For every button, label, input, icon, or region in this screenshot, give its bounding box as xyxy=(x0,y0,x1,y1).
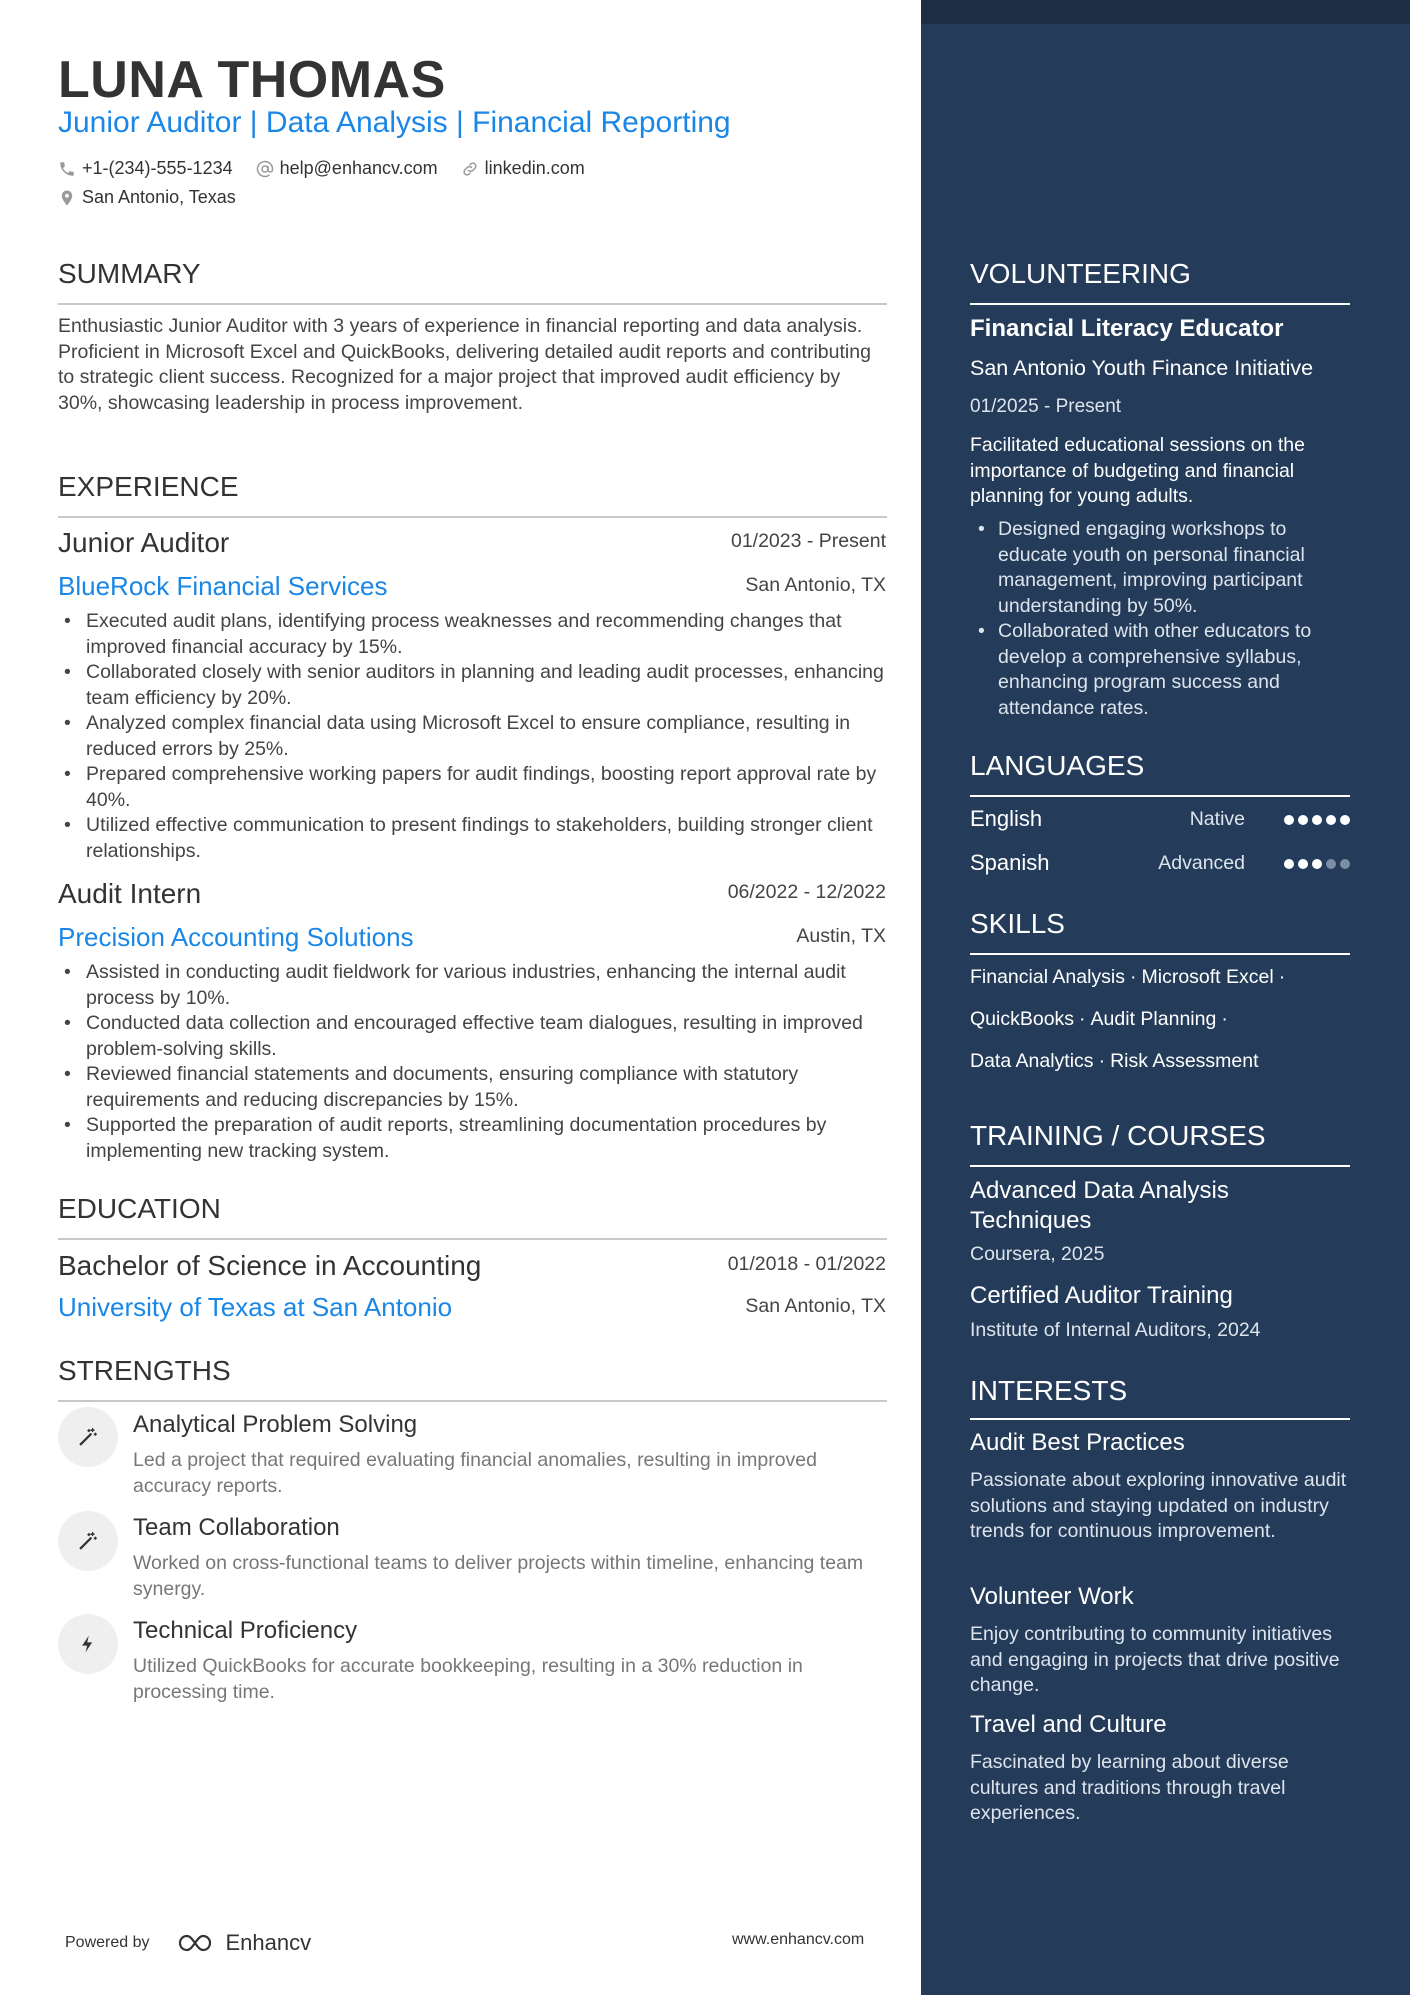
strength-icon-badge xyxy=(58,1614,118,1674)
language-rating-dots xyxy=(1280,859,1350,869)
sidebar-top-band xyxy=(921,0,1410,24)
contact-email[interactable] xyxy=(256,158,438,179)
list-item: • Utilized effective communication to present findings to stakeholders, building stronger client relationships. xyxy=(58,813,887,864)
skill-tag: Data Analytics xyxy=(970,1050,1094,1072)
rating-dot-filled xyxy=(1298,859,1308,869)
job-bullets xyxy=(58,609,887,864)
volunteer-dates: 01/2025 - Present xyxy=(970,396,1122,417)
sidebar xyxy=(921,0,1410,1995)
at-icon xyxy=(256,160,274,178)
education-heading: EDUCATION xyxy=(58,1193,221,1224)
job-location: Austin, TX xyxy=(796,925,886,947)
skill-separator: · xyxy=(1098,1050,1106,1072)
interest-desc: Fascinated by learning about diverse cultures and traditions through travel experiences. xyxy=(970,1751,1289,1824)
summary-heading: SUMMARY xyxy=(58,258,201,289)
volunteer-desc: Facilitated educational sessions on the importance of budgeting and financial planning for young adults. xyxy=(970,434,1305,507)
email-text: help@enhancv.com xyxy=(279,158,438,178)
footer-branding xyxy=(65,1930,311,1956)
headline: Junior Auditor | Data Analysis | Financial Reporting xyxy=(58,106,731,139)
rating-dot-filled xyxy=(1326,815,1336,825)
language-name: Spanish xyxy=(970,850,1050,875)
list-item: • Prepared comprehensive working papers for audit findings, boosting report approval rate by 40%. xyxy=(58,762,887,813)
list-item: • Designed engaging workshops to educate youth on personal financial management, improving participant understanding by 50%. xyxy=(970,517,1350,619)
link-icon xyxy=(461,160,479,178)
footer-website[interactable]: www.enhancv.com xyxy=(732,1931,865,1948)
job-bullets xyxy=(58,960,887,1164)
education-dates: 01/2018 - 01/2022 xyxy=(727,1253,886,1275)
list-item: • Collaborated closely with senior auditors in planning and leading audit processes, enhancing team efficiency by 20%. xyxy=(58,660,887,711)
interests-divider xyxy=(970,1418,1350,1420)
experience-divider xyxy=(58,516,887,518)
phone-icon xyxy=(58,160,76,178)
rating-dot-empty xyxy=(1326,859,1336,869)
enhancv-brand-text: Enhancv xyxy=(225,1930,312,1955)
interest-desc: Passionate about exploring innovative audit solutions and staying updated on industry trends for continuous improvement. xyxy=(970,1469,1347,1542)
strengths-divider xyxy=(58,1400,887,1402)
list-item: • Conducted data collection and encouraged effective team dialogues, resulting in improved problem-solving skills. xyxy=(58,1011,887,1062)
job-title: Audit Intern xyxy=(58,878,202,909)
skill-tag: QuickBooks xyxy=(970,1008,1075,1030)
list-item: • Supported the preparation of audit reports, streamlining documentation procedures by implementing new tracking system. xyxy=(58,1113,887,1164)
language-rating-dots xyxy=(1280,815,1350,825)
strength-desc: Utilized QuickBooks for accurate bookkeeping, resulting in a 30% reduction in processing time. xyxy=(133,1655,803,1703)
skills-heading: SKILLS xyxy=(970,908,1065,939)
strength-desc: Led a project that required evaluating financial anomalies, resulting in improved accuracy reports. xyxy=(133,1449,817,1497)
magic-wand-icon xyxy=(77,1426,99,1448)
list-item: • Analyzed complex financial data using Microsoft Excel to ensure compliance, resulting in reduced errors by 25%. xyxy=(58,711,887,762)
list-item: • Assisted in conducting audit fieldwork for various industries, enhancing the internal audit process by 10%. xyxy=(58,960,887,1011)
volunteering-heading: VOLUNTEERING xyxy=(970,258,1191,289)
language-level: Advanced xyxy=(1158,852,1245,874)
degree-title: Bachelor of Science in Accounting xyxy=(58,1250,482,1281)
skill-tag: Microsoft Excel xyxy=(1141,966,1274,988)
strength-title: Technical Proficiency xyxy=(133,1617,358,1644)
interest-name: Volunteer Work xyxy=(970,1583,1134,1610)
interests-heading: INTERESTS xyxy=(970,1375,1128,1406)
rating-dot-filled xyxy=(1284,815,1294,825)
enhancv-logo-icon xyxy=(176,1931,224,1955)
phone-text: +1-(234)-555-1234 xyxy=(82,158,233,178)
rating-dot-filled xyxy=(1340,815,1350,825)
contact-linkedin[interactable] xyxy=(461,158,585,179)
lightning-icon xyxy=(78,1634,98,1654)
languages-heading: LANGUAGES xyxy=(970,750,1145,781)
list-item: • Executed audit plans, identifying process weaknesses and recommending changes that improved financial accuracy by 15%. xyxy=(58,609,887,660)
strength-icon-badge xyxy=(58,1511,118,1571)
skill-tag: Financial Analysis xyxy=(970,966,1125,988)
strength-title: Analytical Problem Solving xyxy=(133,1411,418,1438)
interest-name: Travel and Culture xyxy=(970,1711,1167,1738)
language-name: English xyxy=(970,806,1043,831)
location-pin-icon xyxy=(58,189,76,207)
course-name: Certified Auditor Training xyxy=(970,1282,1233,1309)
rating-dot-filled xyxy=(1312,815,1322,825)
rating-dot-filled xyxy=(1298,815,1308,825)
education-divider xyxy=(58,1238,887,1240)
location-text: San Antonio, Texas xyxy=(82,187,236,207)
rating-dot-empty xyxy=(1340,859,1350,869)
languages-divider xyxy=(970,795,1350,797)
contact-info xyxy=(58,158,898,216)
volunteer-role: Financial Literacy Educator xyxy=(970,315,1284,342)
magic-wand-icon xyxy=(77,1530,99,1552)
rating-dot-filled xyxy=(1312,859,1322,869)
interest-desc: Enjoy contributing to community initiatives and engaging in projects that drive positive change. xyxy=(970,1623,1340,1696)
skill-separator: · xyxy=(1079,1008,1086,1030)
strength-title: Team Collaboration xyxy=(133,1514,340,1541)
volunteer-bullets xyxy=(970,517,1350,721)
interest-name: Audit Best Practices xyxy=(970,1429,1185,1456)
training-divider xyxy=(970,1165,1350,1167)
strengths-heading: STRENGTHS xyxy=(58,1355,231,1386)
company-name: Precision Accounting Solutions xyxy=(58,922,414,952)
experience-heading: EXPERIENCE xyxy=(58,471,239,502)
candidate-name: LUNA THOMAS xyxy=(58,51,446,109)
language-row xyxy=(970,806,1350,836)
linkedin-text: linkedin.com xyxy=(484,158,585,178)
skill-separator: · xyxy=(1130,966,1137,988)
list-item: • Collaborated with other educators to develop a comprehensive syllabus, enhancing program success and attendance rates. xyxy=(970,619,1350,721)
skills-divider xyxy=(970,953,1350,955)
skill-tag: Risk Assessment xyxy=(1110,1050,1259,1072)
contact-location xyxy=(58,187,236,208)
strength-desc: Worked on cross-functional teams to deliver projects within timeline, enhancing team synergy. xyxy=(133,1552,864,1600)
job-title: Junior Auditor xyxy=(58,527,230,558)
summary-text: Enthusiastic Junior Auditor with 3 years of experience in financial reporting and data analysis. Proficient in Microsoft Excel and QuickBooks, delivering detailed audit reports and contributing to strategic client success. Recognized for a major project that improved audit efficiency by 30%, showcasing leadership in process improvement. xyxy=(58,315,871,414)
contact-phone[interactable] xyxy=(58,158,233,179)
course-detail: Institute of Internal Auditors, 2024 xyxy=(970,1319,1261,1341)
list-item: • Reviewed financial statements and documents, ensuring compliance with statutory requirements and reducing discrepancies by 15%. xyxy=(58,1062,887,1113)
job-dates: 06/2022 - 12/2022 xyxy=(727,881,886,903)
rating-dot-filled xyxy=(1284,859,1294,869)
skill-tag: Audit Planning xyxy=(1090,1008,1217,1030)
school-name: University of Texas at San Antonio xyxy=(58,1292,453,1322)
powered-by-label: Powered by xyxy=(65,1934,150,1951)
skills-list xyxy=(970,956,1350,1082)
skill-separator: · xyxy=(1221,1008,1228,1030)
education-location: San Antonio, TX xyxy=(745,1295,886,1317)
language-row xyxy=(970,850,1350,880)
language-level: Native xyxy=(1189,808,1245,830)
job-location: San Antonio, TX xyxy=(745,574,886,596)
summary-divider xyxy=(58,303,887,305)
job-dates: 01/2023 - Present xyxy=(730,530,886,552)
training-heading: TRAINING / COURSES xyxy=(970,1120,1266,1151)
volunteering-divider xyxy=(970,303,1350,305)
volunteer-org: San Antonio Youth Finance Initiative xyxy=(970,356,1314,380)
course-detail: Coursera, 2025 xyxy=(970,1243,1105,1265)
skill-separator: · xyxy=(1278,966,1286,988)
course-name: Advanced Data Analysis Techniques xyxy=(970,1177,1229,1234)
strength-icon-badge xyxy=(58,1407,118,1467)
company-name: BlueRock Financial Services xyxy=(58,571,388,601)
